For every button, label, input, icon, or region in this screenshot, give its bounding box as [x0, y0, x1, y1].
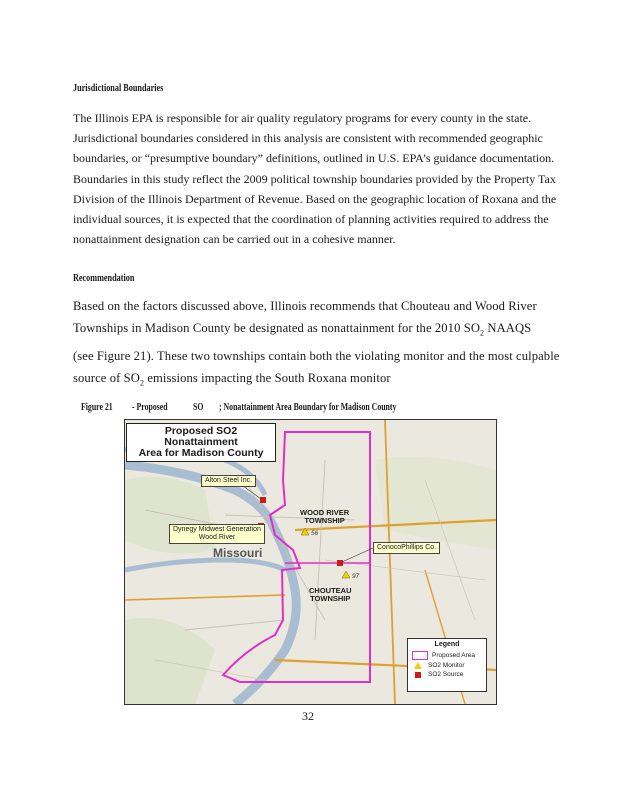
figure-caption-dash: - Proposed	[132, 402, 168, 413]
paragraph-line: Division of the Illinois Department of Revenue. Based on the geographic location of Roxana and the	[73, 191, 557, 206]
dynegy-callout: Dynegy Midwest Generation Wood River	[169, 524, 265, 544]
paragraph-line: individual sources, it is expected that the coordination of planning activities required to address the	[73, 212, 549, 227]
paragraph-line: (see Figure 21). These two townships contain both the violating monitor and the most culpable	[73, 348, 560, 363]
figure-caption-rest: ; Nonattainment Area Boundary for Madison County	[219, 402, 397, 413]
nonattainment-map	[124, 419, 497, 705]
legend-item: Proposed Area	[412, 651, 486, 660]
paragraph-line: boundaries, or “presumptive boundary” definitions, outlined in U.S. EPA’s guidance documentation.	[73, 151, 555, 166]
chouteau-township-label: CHOUTEAU TOWNSHIP	[309, 586, 352, 603]
map-title: Proposed SO2 Nonattainment Area for Madison County	[126, 423, 276, 462]
conoco-source-marker	[337, 560, 343, 566]
monitor-triangle-icon	[414, 662, 422, 669]
paragraph-line: Based on the factors discussed above, Illinois recommends that Chouteau and Wood River	[73, 299, 537, 313]
section-heading-jurisdictional: Jurisdictional Boundaries	[73, 83, 164, 94]
paragraph-line: Boundaries in this study reflect the 2009 political township boundaries provided by the Property Tax	[73, 171, 556, 186]
boundary-swatch-icon	[412, 651, 428, 660]
recommendation-paragraph	[73, 295, 560, 394]
legend-item: SO2 Monitor	[414, 662, 486, 669]
paragraph-line: The Illinois EPA is responsible for air quality regulatory programs for every county in the state.	[73, 111, 532, 125]
svg-text:56: 56	[311, 530, 319, 537]
jurisdictional-paragraph	[73, 108, 556, 249]
alton-steel-callout: Alton Steel Inc.	[201, 475, 256, 487]
legend-title: Legend	[434, 641, 460, 648]
svg-text:97: 97	[352, 573, 360, 580]
figure-caption-so: SO	[193, 402, 204, 413]
paragraph-line: Jurisdictional boundaries considered in this analysis are consistent with recommended geographic	[73, 131, 543, 146]
section-heading-recommendation: Recommendation	[73, 273, 135, 284]
page-number: 32	[302, 709, 314, 723]
alton-steel-source-marker	[260, 497, 266, 503]
wood-river-township-label: WOOD RIVER TOWNSHIP	[300, 508, 350, 525]
map-legend	[407, 638, 487, 692]
paragraph-line: source of $SO_2$ emissions impacting the South Roxana monitor	[73, 370, 391, 388]
missouri-state-label: Missouri	[213, 546, 263, 560]
source-square-icon	[415, 672, 421, 678]
legend-item: SO2 Source	[415, 671, 486, 678]
conoco-callout: ConocoPhillips Co.	[373, 542, 440, 554]
figure-label: Figure 21	[81, 402, 113, 413]
paragraph-line: Townships in Madison County be designated as nonattainment for the 2010 $SO_2$ NAAQS	[73, 321, 532, 338]
paragraph-line: nonattainment designation can be carried out in a cohesive manner.	[73, 232, 396, 247]
